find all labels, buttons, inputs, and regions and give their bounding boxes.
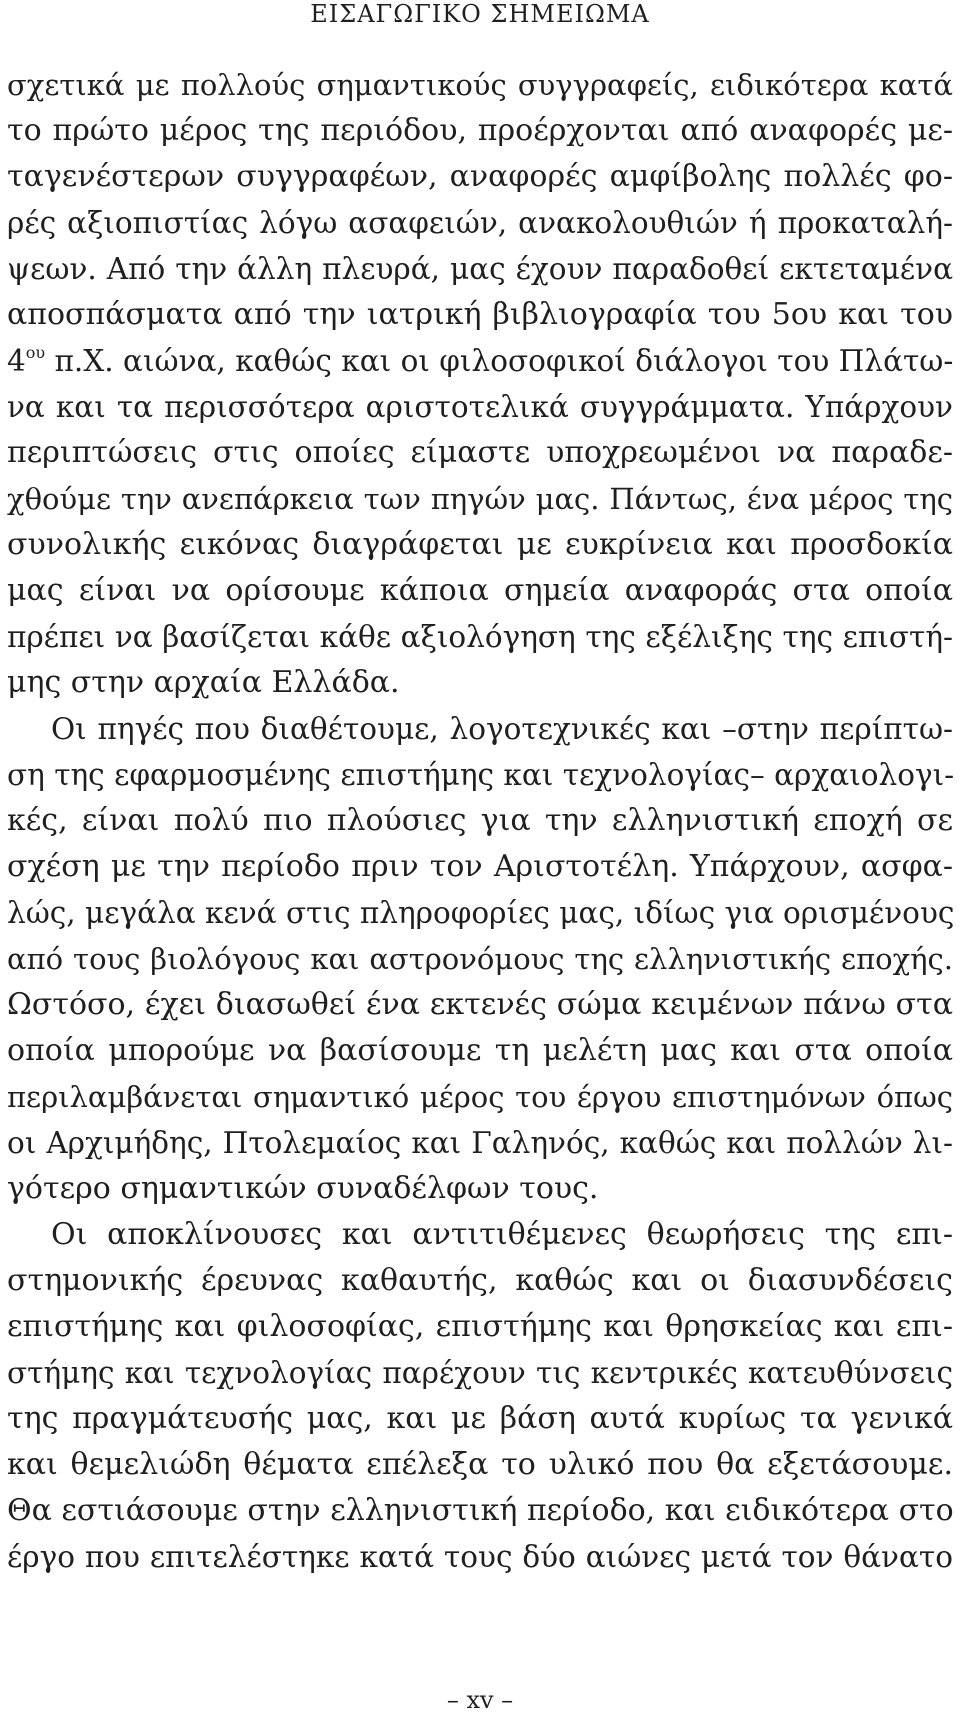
text-line: ση της εφαρμοσμένης επιστήμης και τεχνολογίας– αρχαιολογι- <box>7 758 955 792</box>
running-head: ΕΙΣΑΓΩΓΙΚΟ ΣΗΜΕΙΩΜΑ <box>310 0 650 28</box>
text-line: οι Αρχιμήδης, Πτολεμαίος και Γαληνός, καθώς και πολλών λι- <box>7 1126 953 1160</box>
text-line: να και τα περισσότερα αριστοτελικά συγγράμματα. Υπάρχουν <box>7 390 953 424</box>
text-line: συνολικής εικόνας διαγράφεται με ευκρίνεια και προσδοκία <box>7 527 953 562</box>
text-line: επιστήμης και φιλοσοφίας, επιστήμης και θρησκείας και επι- <box>7 1309 953 1344</box>
page-number: – xv – <box>446 1686 514 1714</box>
ordinal-superscript: ου <box>25 343 46 363</box>
text-block <box>7 62 953 1580</box>
text-line: Θα εστιάσουμε στην ελληνιστική περίοδο, και ειδικότερα στο <box>7 1493 954 1528</box>
text-line: οποία μπορούμε να βασίσουμε τη μελέτη μας και στα οποία <box>7 1033 953 1068</box>
text-line: Ωστόσο, έχει διασωθεί ένα εκτενές σώμα κειμένων πάνω στα <box>7 987 953 1022</box>
text-line-rest: π.Χ. αιώνα, καθώς και οι φιλοσοφικοί διάλογοι του Πλάτω- <box>45 344 954 378</box>
text-line: από τους βιολόγους και αστρονόμους της ελληνιστικής εποχής. <box>7 942 953 976</box>
text-line: χθούμε την ανεπάρκεια των πηγών μας. Πάντως, ένα μέρος της <box>7 482 953 516</box>
text-line: της πραγμάτευσής μας, και με βάση αυτά κυρίως τα γενικά <box>7 1401 953 1436</box>
text-line: περιλαμβάνεται σημαντικό μέρος του έργου επιστημόνων όπως <box>7 1080 953 1114</box>
text-line: Οι αποκλίνουσες και αντιτιθέμενες θεωρήσεις της επι- <box>51 1217 953 1252</box>
text-line: γότερο σημαντικών συναδέλφων τους. <box>7 1171 599 1206</box>
century-number: 4 <box>7 344 26 378</box>
text-line <box>7 338 953 384</box>
text-line: λώς, μεγάλα κενά στις πληροφορίες μας, ιδίως για ορισμένους <box>7 896 955 930</box>
text-line: κές, είναι πολύ πιο πλούσιες για την ελληνιστική εποχή σε <box>7 803 953 838</box>
text-line: ταγενέστερων συγγραφέων, αναφορές αμφίβολης πολλές φο- <box>7 159 953 194</box>
text-line: πρέπει να βασίζεται κάθε αξιολόγηση της εξέλιξης της επιστή- <box>7 620 953 654</box>
text-line: στημονικής έρευνας καθαυτής, καθώς και οι διασυνδέσεις <box>7 1263 953 1298</box>
text-line: σχέση με την περίοδο πριν τον Αριστοτέλη. Υπάρχουν, ασφα- <box>7 849 953 884</box>
text-line: σχετικά με πολλούς σημαντικούς συγγραφείς, ειδικότερα κατά <box>7 68 953 102</box>
text-line: στήμης και τεχνολογίας παρέχουν τις κεντρικές κατευθύνσεις <box>7 1356 953 1390</box>
text-line: το πρώτο μέρος της περιόδου, προέρχονται από αναφορές με- <box>7 113 953 148</box>
text-line: ρές αξιοπιστίας λόγω ασαφειών, ανακολουθιών ή προκαταλή- <box>7 206 953 240</box>
text-line: μης στην αρχαία Ελλάδα. <box>7 665 400 700</box>
text-line: μας είναι να ορίσουμε κάποια σημεία αναφοράς στα οποία <box>7 573 953 608</box>
text-line: και θεμελιώδη θέματα επέλεξα το υλικό που θα εξετάσουμε. <box>7 1447 953 1482</box>
text-line: ψεων. Από την άλλη πλευρά, μας έχουν παραδοθεί εκτεταμένα <box>7 252 953 286</box>
text-line: περιπτώσεις στις οποίες είμαστε υποχρεωμένοι να παραδε- <box>7 435 953 470</box>
text-line: αποσπάσματα από την ιατρική βιβλιογραφία του 5ου και του <box>7 297 953 332</box>
text-line: Οι πηγές που διαθέτουμε, λογοτεχνικές και –στην περίπτω- <box>51 712 953 746</box>
text-line: έργο που επιτελέστηκε κατά τους δύο αιώνες μετά τον θάνατο <box>7 1540 953 1574</box>
